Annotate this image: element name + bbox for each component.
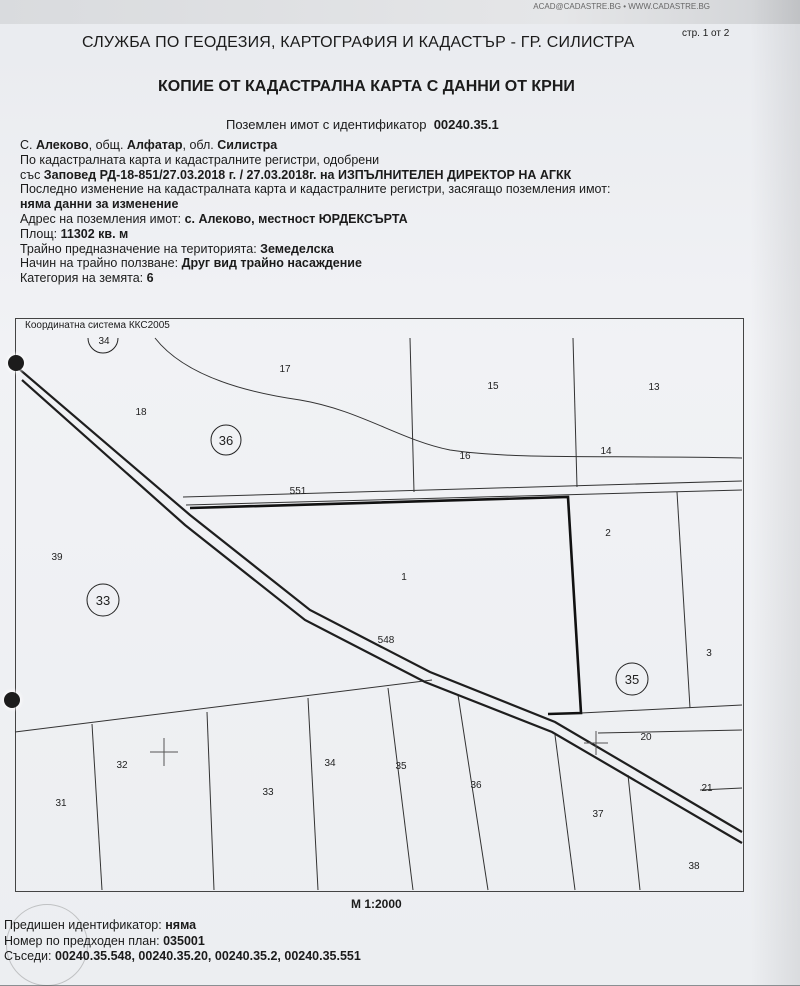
neighbors-line — [4, 949, 361, 965]
document-title: КОПИЕ ОТ КАДАСТРАЛНА КАРТА С ДАННИ ОТ КРНИ — [158, 78, 575, 95]
parcel-label: 18 — [135, 407, 147, 418]
previous-plan-value: 035001 — [163, 933, 205, 948]
last-change-label: Последно изменение на кадастралната карта и кадастралните регистри, засягащо поземления имот: — [20, 182, 611, 197]
address-label: Адрес на поземления имот: — [20, 211, 185, 226]
parcel-label: 16 — [459, 451, 471, 462]
boundary-line — [598, 730, 742, 733]
map-scale: М 1:2000 — [351, 897, 402, 911]
road-551-edge — [183, 481, 742, 497]
contact-line: ACAD@CADASTRE.BG • WWW.CADASTRE.BG — [533, 2, 710, 11]
purpose-label: Трайно предназначение на територията: — [20, 241, 261, 256]
previous-id-value: няма — [165, 918, 197, 932]
last-change-value: няма данни за изменение — [20, 197, 179, 212]
order-prefix: със — [20, 167, 44, 182]
boundary-line — [458, 695, 488, 890]
parcel-label: 14 — [600, 446, 612, 457]
boundary-line — [628, 775, 640, 890]
road-548-edge — [22, 380, 742, 843]
boundary-line — [555, 735, 575, 890]
category-label: Категория на земята: — [20, 271, 147, 286]
parcel-label: 548 — [377, 635, 395, 646]
page-number: стр. 1 от 2 — [682, 28, 730, 39]
boundary-line — [573, 338, 577, 487]
punch-hole — [8, 355, 24, 371]
parcel-label: 33 — [262, 787, 274, 798]
parcel-label: 31 — [55, 798, 67, 809]
parcel-label: 32 — [116, 760, 128, 771]
punch-hole — [4, 692, 20, 708]
boundary-line — [388, 688, 413, 890]
parcel-label: 17 — [279, 364, 291, 375]
boundary-line — [207, 712, 214, 890]
parcel-label: 15 — [487, 381, 499, 392]
previous-id-label: Предишен идентификатор: — [4, 918, 166, 932]
address-value: с. Алеково, местност ЮРДЕКСЪРТА — [184, 211, 408, 226]
block-label: 33 — [95, 593, 111, 608]
area-value: 11302 кв. м — [60, 226, 129, 241]
previous-plan-line — [4, 934, 361, 950]
road-551-edge — [186, 490, 742, 505]
neighbors-label: Съседи: — [4, 949, 55, 963]
purpose-value: Земеделска — [260, 241, 334, 256]
boundary-line — [581, 705, 742, 713]
property-id-label: Поземлен имот с идентификатор — [226, 117, 427, 132]
boundary-line — [15, 680, 432, 732]
region: Силистра — [217, 138, 278, 152]
subject-parcel-boundary — [190, 497, 581, 714]
parcel-label: 36 — [470, 780, 482, 791]
coordinate-system-label: Координатна система ККС2005 — [25, 320, 170, 331]
parcel-label: 34 — [98, 336, 110, 347]
boundary-line — [92, 724, 102, 890]
boundary-curve-top — [155, 338, 742, 458]
neighbors-value: 00240.35.548, 00240.35.20, 00240.35.2, 00240.35.551 — [55, 949, 361, 963]
parcel-label: 20 — [640, 732, 652, 743]
area-label: Площ: — [20, 226, 61, 241]
parcel-label: 3 — [706, 648, 712, 659]
property-id-value: 00240.35.1 — [433, 117, 499, 132]
order-text: Заповед РД-18-851/27.03.2018 г. / 27.03.2018г. на ИЗПЪЛНИТЕЛЕН ДИРЕКТОР НА АГКК — [43, 167, 572, 182]
parcel-label: 34 — [324, 758, 336, 769]
usage-label: Начин на трайно ползване: — [20, 256, 182, 271]
boundary-line — [410, 338, 414, 492]
agency-name: СЛУЖБА ПО ГЕОДЕЗИЯ, КАРТОГРАФИЯ И КАДАСТЪР - ГР. СИЛИСТРА — [82, 34, 635, 51]
parcel-label: 39 — [51, 552, 63, 563]
parcel-label: 35 — [395, 761, 407, 772]
municipality: Алфатар — [126, 138, 183, 152]
location-prefix: С. — [20, 138, 36, 152]
parcel-label: 38 — [688, 861, 700, 872]
parcel-label: 21 — [701, 783, 713, 794]
previous-id-line — [4, 918, 361, 934]
parcel-label: 2 — [605, 528, 611, 539]
approval-line: По кадастралната карта и кадастралните регистри, одобрени — [20, 152, 380, 167]
parcel-label: 1 — [401, 572, 407, 583]
boundary-line — [308, 698, 318, 890]
block-label: 36 — [218, 433, 234, 448]
location-mid: , общ. — [88, 138, 127, 152]
parcel-label: 13 — [648, 382, 660, 393]
location-mid2: , обл. — [182, 138, 218, 152]
footer-info — [4, 918, 361, 965]
parcel-label: 37 — [592, 809, 604, 820]
previous-plan-label: Номер по предходен план: — [4, 933, 164, 948]
parcel-label: 551 — [289, 486, 307, 497]
block-label: 35 — [624, 672, 640, 687]
boundary-line — [677, 492, 690, 708]
village: Алеково — [35, 138, 89, 152]
usage-value: Друг вид трайно насаждение — [181, 256, 362, 271]
category-value: 6 — [146, 271, 154, 286]
